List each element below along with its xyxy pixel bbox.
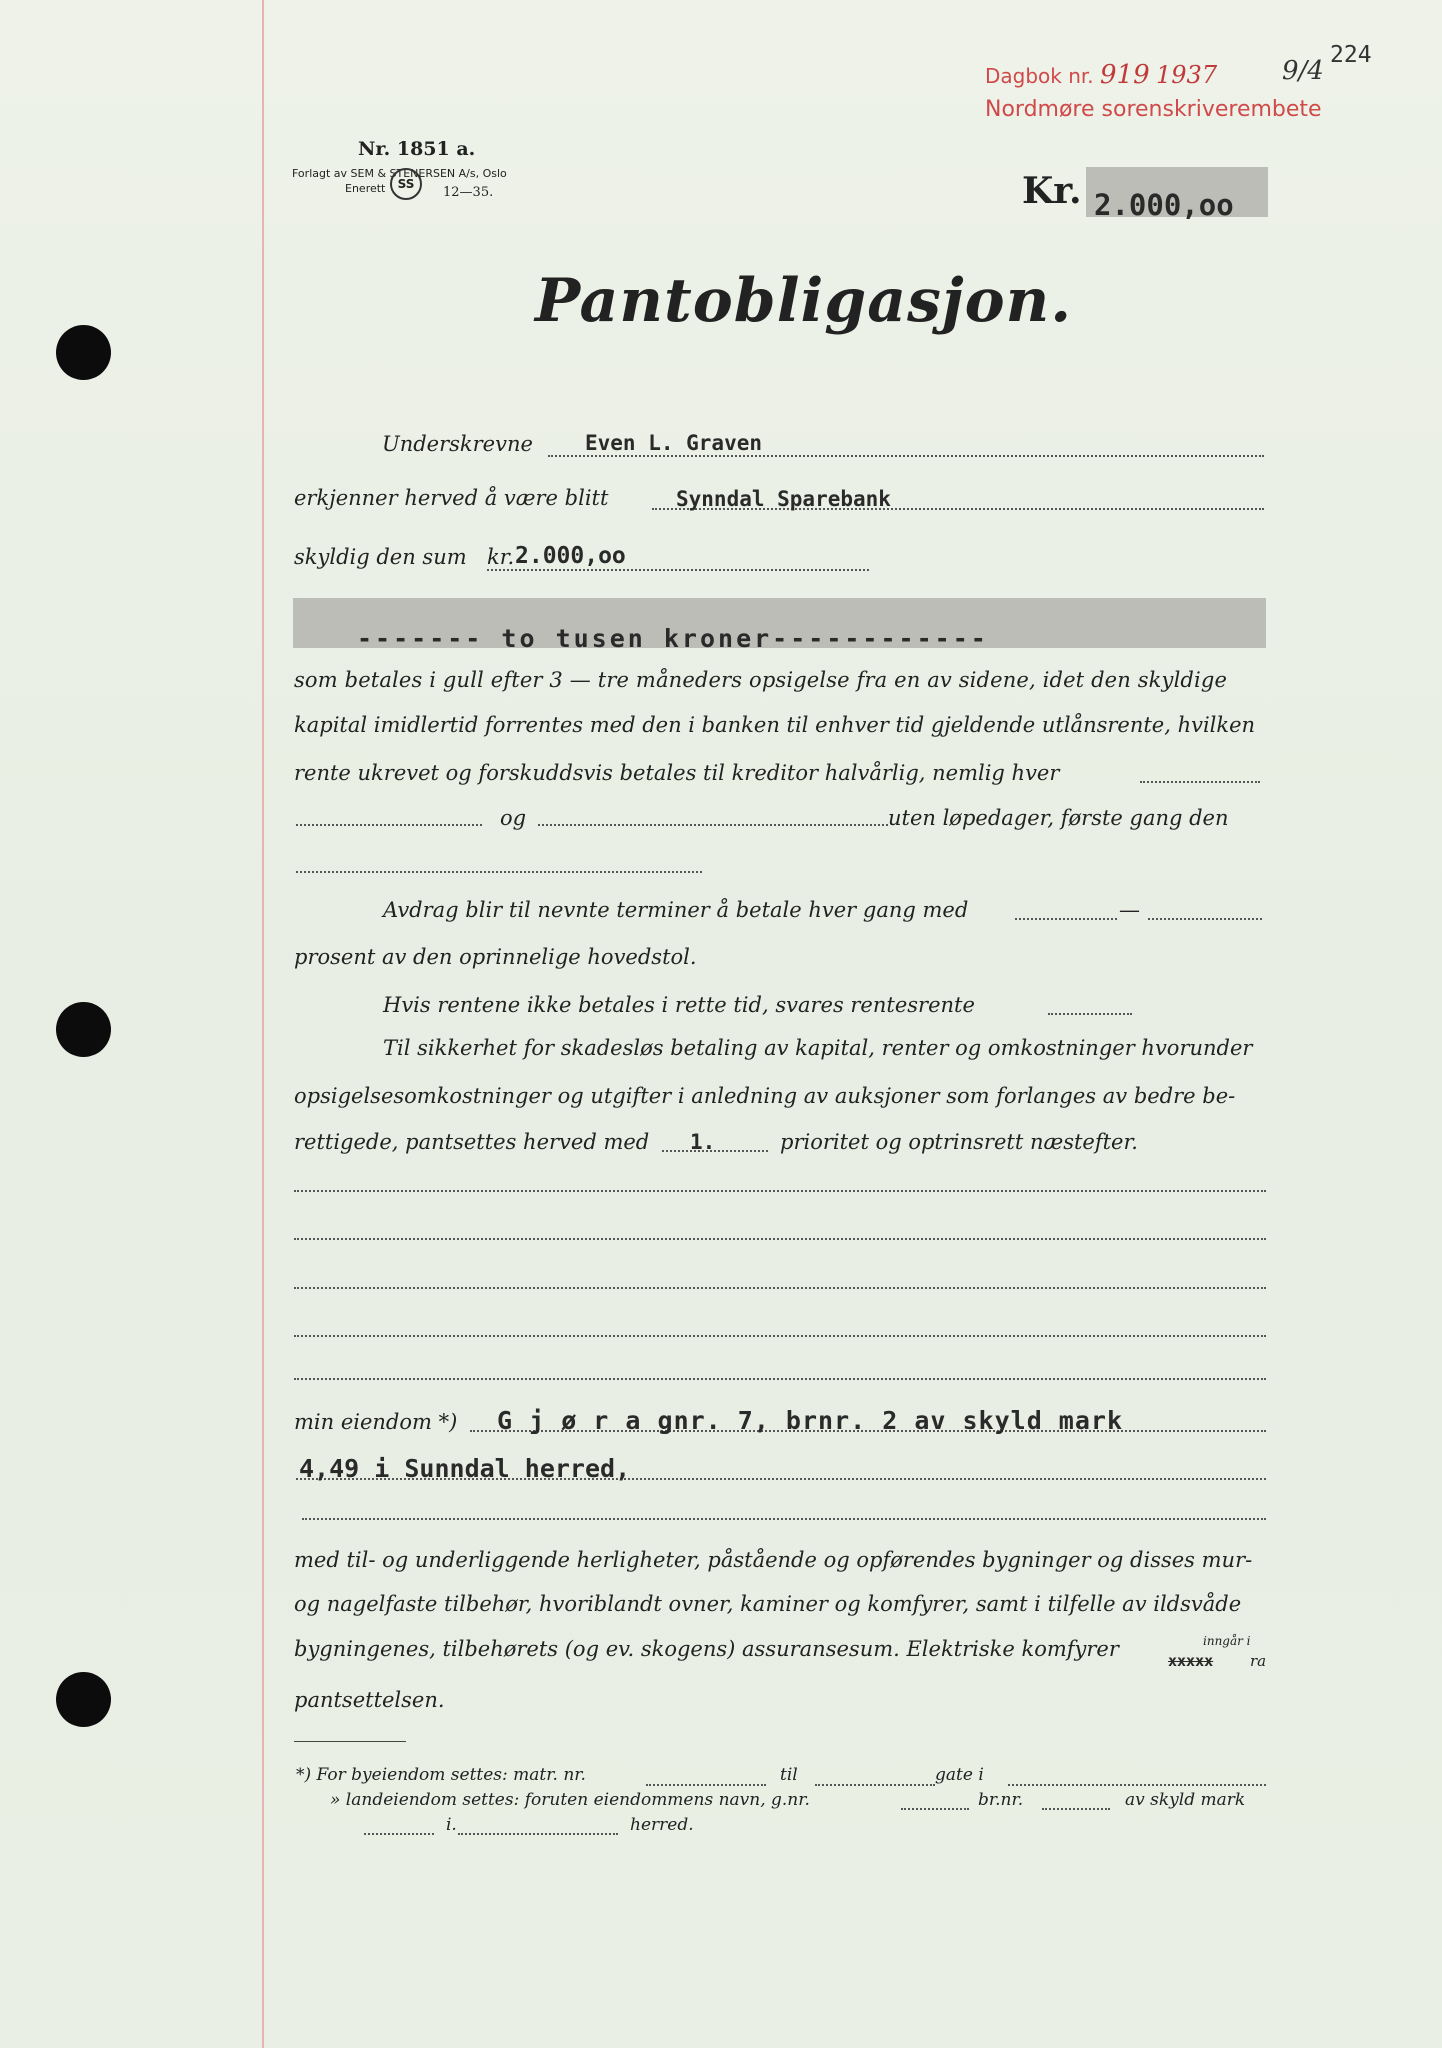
terms-line-1: som betales i gull efter 3 — tre måneders opsigelse fra en av sidene, idet den skyldige bbox=[294, 668, 1228, 692]
amount-in-words: ------- to tusen kroner------------ bbox=[357, 624, 989, 653]
installment-line-2: prosent av den oprinnelige hovedstol. bbox=[294, 945, 697, 969]
footnote-line-2c: av skyld mark bbox=[1125, 1790, 1246, 1810]
footnote-blank bbox=[646, 1784, 766, 1786]
debtor-name: Even L. Graven bbox=[585, 431, 763, 455]
page-number: 224 bbox=[1330, 42, 1372, 68]
footnote-line-1a: *) For byeiendom settes: matr. nr. bbox=[296, 1765, 586, 1785]
footnote-line-1b: til bbox=[780, 1765, 798, 1785]
journal-number: 919 bbox=[1100, 60, 1150, 90]
publisher-line: Forlagt av SEM & STENERSEN A/s, Oslo bbox=[292, 167, 507, 180]
installment-blank-a bbox=[1015, 918, 1117, 920]
footnote-line-3b: herred. bbox=[630, 1815, 694, 1835]
footnote-line-2a: » landeiendom settes: foruten eiendommens navn, g.nr. bbox=[330, 1790, 810, 1810]
appurtenances-line-4: pantsettelsen. bbox=[294, 1688, 445, 1712]
footnote-line-3a: i. bbox=[446, 1815, 457, 1835]
footnote-separator bbox=[294, 1741, 406, 1742]
security-line-3b: prioritet og optrinsrett næstefter. bbox=[780, 1130, 1138, 1154]
footnote-line-1c: gate i bbox=[935, 1765, 984, 1785]
punch-hole bbox=[56, 1672, 111, 1727]
terms-line-3: rente ukrevet og forskuddsvis betales til kreditor halvårlig, nemlig hver bbox=[294, 761, 1060, 785]
court-name: Nordmøre sorenskriverembete bbox=[985, 97, 1322, 122]
blank-line bbox=[294, 1287, 1266, 1289]
appurtenances-line-2: og nagelfaste tilbehør, hvoriblandt ovner, kaminer og komfyrer, samt i tilfelle av ildsvåde bbox=[294, 1592, 1242, 1616]
footnote-blank bbox=[1008, 1784, 1266, 1786]
punch-hole bbox=[56, 1002, 111, 1057]
terms-line-4-blank-a bbox=[296, 824, 482, 826]
margin-line bbox=[262, 0, 264, 2048]
publisher-enerett: Enerett bbox=[345, 182, 386, 195]
terms-line-5-blank bbox=[296, 871, 702, 873]
priority-value: 1. bbox=[690, 1130, 716, 1154]
appurtenances-line-3: bygningenes, tilbehørets (og ev. skogens) assuransesum. Elektriske komfyrer bbox=[294, 1637, 1119, 1661]
terms-line-2: kapital imidlertid forrentes med den i banken til enhver tid gjeldende utlånsrente, hvilken bbox=[294, 713, 1256, 737]
kr-label: Kr. bbox=[1022, 170, 1082, 212]
terms-line-4-blank-b bbox=[538, 824, 888, 826]
struck-suffix: ra bbox=[1250, 1652, 1267, 1670]
journal-year: 1937 bbox=[1156, 61, 1218, 89]
publisher-logo-icon: SS bbox=[390, 168, 422, 200]
blank-line bbox=[294, 1335, 1266, 1337]
owes-line bbox=[487, 569, 869, 571]
form-edition: 12—35. bbox=[443, 185, 494, 200]
amount-value: 2.000,oo bbox=[1094, 188, 1234, 222]
creditor-name: Synndal Sparebank bbox=[676, 487, 891, 511]
installment-blank-b bbox=[1148, 918, 1262, 920]
document-title: Pantobligasjon. bbox=[535, 266, 1073, 336]
installment-line-1: Avdrag blir til nevnte terminer å betale hver gang med bbox=[383, 898, 969, 922]
security-line-3a: rettigede, pantsettes herved med bbox=[294, 1130, 650, 1154]
security-line-2: opsigelsesomkostninger og utgifter i anledning av auksjoner som forlanges av bedre be- bbox=[294, 1084, 1236, 1108]
footnote-line-2b: br.nr. bbox=[978, 1790, 1024, 1810]
stamp-prefix: Dagbok nr. bbox=[985, 64, 1094, 88]
acknowledge-label: erkjenner herved å være blitt bbox=[294, 486, 609, 510]
interest-line: Hvis rentene ikke betales i rette tid, svares rentesrente bbox=[383, 993, 975, 1017]
installment-dash: — bbox=[1119, 898, 1140, 922]
struck-text: xxxxx bbox=[1168, 1652, 1214, 1670]
interest-blank bbox=[1048, 1013, 1132, 1015]
footnote-blank bbox=[1042, 1808, 1110, 1810]
appurtenances-line-1: med til- og underliggende herligheter, påstående og opførendes bygninger og disses mur- bbox=[294, 1548, 1253, 1572]
inngar-note: inngår i bbox=[1203, 1634, 1251, 1648]
blank-line bbox=[294, 1378, 1266, 1380]
registry-stamp bbox=[985, 60, 1217, 90]
undersigned-line bbox=[548, 455, 1264, 457]
footnote-blank bbox=[458, 1833, 618, 1835]
terms-line-4-og: og bbox=[500, 806, 527, 830]
footnote-blank bbox=[901, 1808, 969, 1810]
owes-label: skyldig den sum bbox=[294, 545, 467, 569]
blank-line bbox=[294, 1190, 1266, 1192]
blank-line bbox=[294, 1238, 1266, 1240]
security-line-1: Til sikkerhet for skadesløs betaling av kapital, renter og omkostninger hvorunder bbox=[383, 1036, 1253, 1060]
terms-line-4-end: uten løpedager, første gang den bbox=[888, 806, 1229, 830]
undersigned-label: Underskrevne bbox=[382, 432, 533, 456]
owes-amount: 2.000,oo bbox=[515, 543, 626, 569]
owes-kr: kr. bbox=[487, 545, 515, 569]
punch-hole bbox=[56, 325, 111, 380]
date-mark: 9/4 bbox=[1282, 56, 1324, 86]
property-value-1: G j ø r a gnr. 7, brnr. 2 av skyld mark bbox=[497, 1406, 1123, 1435]
property-label: min eiendom *) bbox=[294, 1410, 458, 1434]
property-line-3 bbox=[302, 1518, 1266, 1520]
property-value-2: 4,49 i Sunndal herred, bbox=[299, 1454, 631, 1483]
footnote-blank bbox=[364, 1833, 434, 1835]
footnote-blank bbox=[815, 1784, 935, 1786]
form-number: Nr. 1851 a. bbox=[358, 138, 476, 160]
terms-line-3-blank bbox=[1140, 781, 1260, 783]
